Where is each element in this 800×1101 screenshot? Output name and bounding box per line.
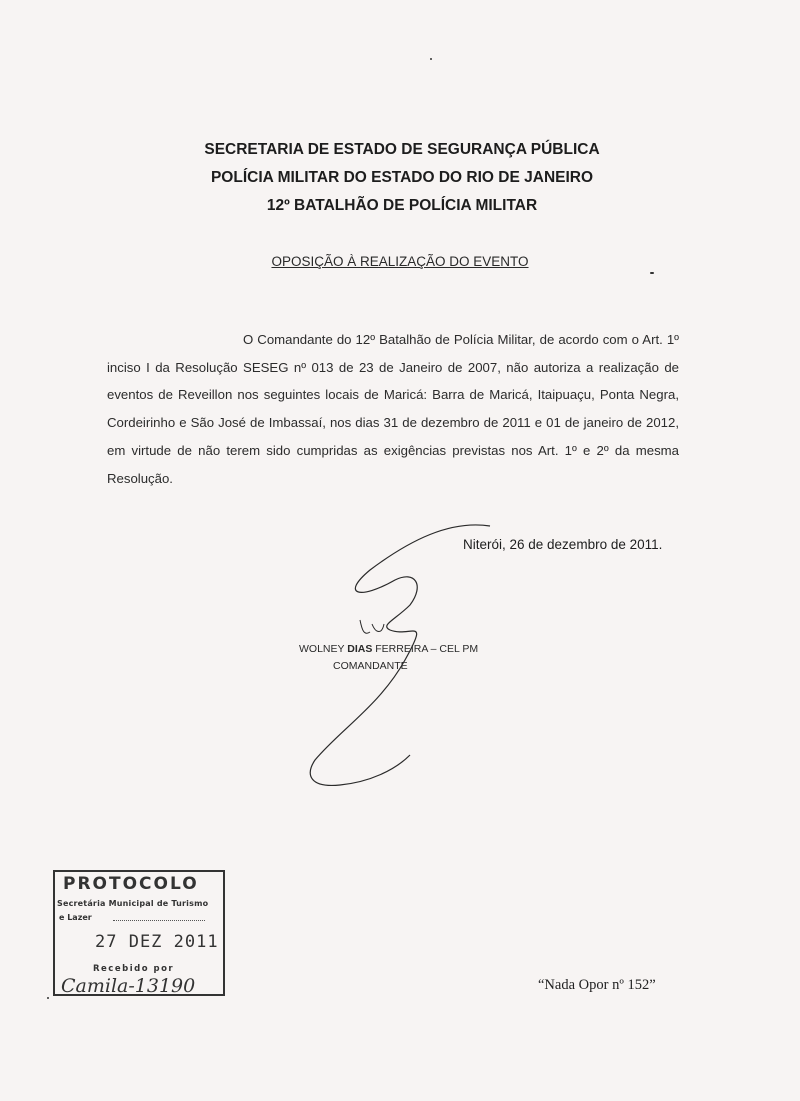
stamp-blank-line	[113, 920, 205, 921]
body-paragraph	[107, 326, 679, 492]
stamp-received-by: Recebido por	[93, 964, 175, 974]
scan-speck	[47, 997, 49, 999]
protocol-stamp	[53, 870, 225, 996]
header-line-policia: POLÍCIA MILITAR DO ESTADO DO RIO DE JANEIRO	[210, 169, 594, 186]
body-text: O Comandante do 12º Batalhão de Polícia Militar, de acordo com o Art. 1º inciso I da Resolução SESEG nº 013 de 23 de Janeiro de 2007, não autoriza a realização de eventos de Reveillon nos seguintes locais de Maricá: Barra de Maricá, Itaipuaçu, Ponta Negra, Cordeirinho e São José de Imbassaí, nos dias 31 de dezembro de 2011 e 01 de janeiro de 2012, em virtude de não terem sido cumpridas as exigências previstas nos Art. 1º e 2º da mesma Resolução.	[107, 332, 679, 486]
stamp-office-line1: Secretária Municipal de Turismo	[57, 899, 209, 908]
signatory-name: WOLNEY DIAS FERREIRA – CEL PM	[299, 643, 479, 655]
stamp-title: PROTOCOLO	[63, 874, 199, 894]
scan-speck	[430, 58, 432, 60]
footer-note: “Nada Opor nº 152”	[538, 977, 656, 993]
stamp-date: 27 DEZ 2011	[95, 932, 219, 952]
scan-speck	[650, 272, 654, 274]
svg-text:Camila-13190: Camila-13190	[61, 975, 196, 997]
stamp-office-line2: e Lazer	[59, 913, 92, 922]
place-date: Niterói, 26 de dezembro de 2011.	[463, 537, 663, 552]
document-subtitle: OPOSIÇÃO À REALIZAÇÃO DO EVENTO	[271, 254, 529, 269]
stamp-handwritten-signature	[59, 968, 227, 998]
header-line-secretaria: SECRETARIA DE ESTADO DE SEGURANÇA PÚBLICA	[204, 141, 600, 158]
document-header	[0, 136, 800, 220]
header-line-batalhao: 12º BATALHÃO DE POLÍCIA MILITAR	[266, 197, 538, 214]
signatory-role: COMANDANTE	[333, 660, 408, 672]
